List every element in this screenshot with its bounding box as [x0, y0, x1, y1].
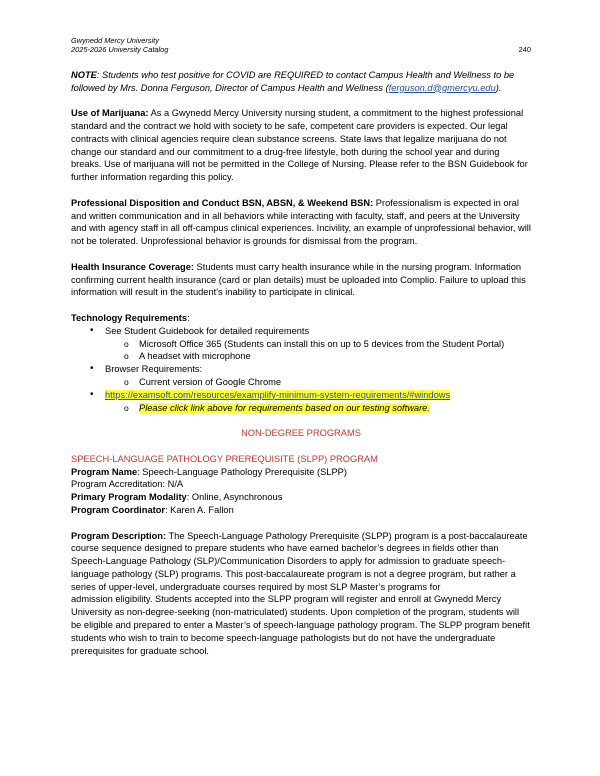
- catalog-page: [71, 36, 531, 657]
- disposition-title: Professional Disposition and Conduct BSN, ABSN, & Weekend BSN:: [71, 197, 374, 208]
- tech-item-office: o Microsoft Office 365 (Students can install this on up to 5 devices from the Student Portal): [105, 338, 531, 351]
- page-number: 240: [518, 45, 531, 54]
- note-end: ).: [495, 82, 502, 93]
- non-degree-heading: NON-DEGREE PROGRAMS: [241, 428, 361, 439]
- description-label: Program Description:: [71, 530, 167, 541]
- tech-item-chrome: o Current version of Google Chrome: [105, 376, 531, 389]
- program-coordinator: [71, 504, 531, 517]
- coordinator-label: Program Coordinator: [71, 504, 166, 515]
- program-name-value: : Speech-Language Pathology Prerequisite (SLPP): [137, 466, 347, 477]
- marijuana-policy: [71, 107, 531, 184]
- examsoft-link[interactable]: https://examsoft.com/resources/examplify-minimum-system-requirements/#windows: [105, 389, 451, 400]
- insurance-title: Health Insurance Coverage:: [71, 261, 194, 272]
- email-link[interactable]: ferguson.d@gmercyu.edu: [388, 82, 496, 93]
- sub-list: [105, 402, 531, 415]
- tech-item-browser: Browser Requirements:: [105, 364, 203, 375]
- catalog-title: 2025-2026 University Catalog: [71, 45, 169, 55]
- list-item: [71, 363, 531, 389]
- page-header: [71, 36, 531, 55]
- technology-list: [71, 325, 531, 415]
- coordinator-value: : Karen A. Fallon: [165, 504, 234, 515]
- program-description: [71, 530, 531, 594]
- tech-item-link-note: [105, 402, 531, 415]
- slpp-heading: SPEECH-LANGUAGE PATHOLOGY PREREQUISITE (SLPP) PROGRAM: [71, 453, 378, 464]
- marijuana-text: As a Gwynedd Mercy University nursing student, a commitment to the highest professional standard and the contract we hold with society to be safe, competent care providers is expected. Our legal contracts with clinical agencies require clean substance screens. State laws that legalize marijuana do not change our standard and our commitment to a drug-free lifestyle, both during the school year and during breaks. Use of marijuana will not be permitted in the College of Nursing. Please refer to the BSN Guidebook for further information regarding this policy.: [71, 108, 528, 183]
- note-text: : Students who test positive for COVID are REQUIRED to contact Campus Health and Wellness to be followed by Mrs. Donna Ferguson, Director of Campus Health and Wellness (: [71, 69, 515, 93]
- insurance-text: Students must carry health insurance while in the nursing program. Information confirming current health insurance (card or plan details) must be uploaded into Complio. Failure to upload this information will result in the student's inability to participate in clinical.: [71, 261, 526, 298]
- sub-list: [105, 376, 531, 389]
- technology-heading: [71, 312, 531, 325]
- modality-label: Primary Program Modality: [71, 492, 187, 503]
- marijuana-title: Use of Marijuana:: [71, 108, 149, 119]
- covid-note: [71, 69, 531, 95]
- link-note-text: Please click link above for requirements based on our testing software.: [139, 402, 430, 413]
- note-label: NOTE: [71, 69, 97, 80]
- technology-colon: :: [187, 312, 190, 323]
- sub-list: [105, 338, 531, 364]
- program-accreditation: Program Accreditation: N/A: [71, 479, 184, 490]
- description-text: The Speech-Language Pathology Prerequisite (SLPP) program is a post-baccalaureate course sequence designed to prepare students who have earned bachelor’s degrees in fields other than Speech-Language Pathology (SLP)/Communication Disorders to apply for admission to graduate speech- language pathology (SLP) programs. This post-baccalaureate program is not a degree program, but rather a series of upper-level, undergraduate courses required by most SLP Master’s programs for: [71, 530, 528, 592]
- program-modality: [71, 491, 531, 504]
- list-item: [71, 325, 531, 363]
- technology-title: Technology Requirements: [71, 312, 188, 323]
- disposition-text: Professionalism is expected in oral and written communication and in all behaviors while interacting with faculty, staff, and peers at the University and with agency staff in all off-campus clinical experiences. Incivility, an example of unprofessional behavior, will not be tolerated. Unprofessional behavior is grounds for dismissal from the program.: [71, 197, 531, 247]
- program-name-label: Program Name: [71, 466, 138, 477]
- tech-item-guidebook: See Student Guidebook for detailed requirements: [105, 325, 310, 336]
- modality-value: : Online, Asynchronous: [186, 492, 283, 503]
- tech-item-headset: o A headset with microphone: [105, 350, 531, 363]
- disposition-policy: [71, 197, 531, 248]
- insurance-policy: [71, 261, 531, 299]
- list-item: [71, 389, 531, 415]
- program-description-continued: admission eligibility. Students accepted into the SLPP program will register and enroll at Gwynedd Mercy University as non-degree-seeking (non-matriculated) students. Upon completion of the program, students will be eligible and prepared to enter a Master’s of speech-language pathology program. The SLPP program benefit students who wish to train to become speech-language pathologists but do not have the undergraduate prerequisites for graduate school.: [71, 594, 530, 656]
- university-name: Gwynedd Mercy University: [71, 36, 159, 45]
- program-name: [71, 466, 531, 479]
